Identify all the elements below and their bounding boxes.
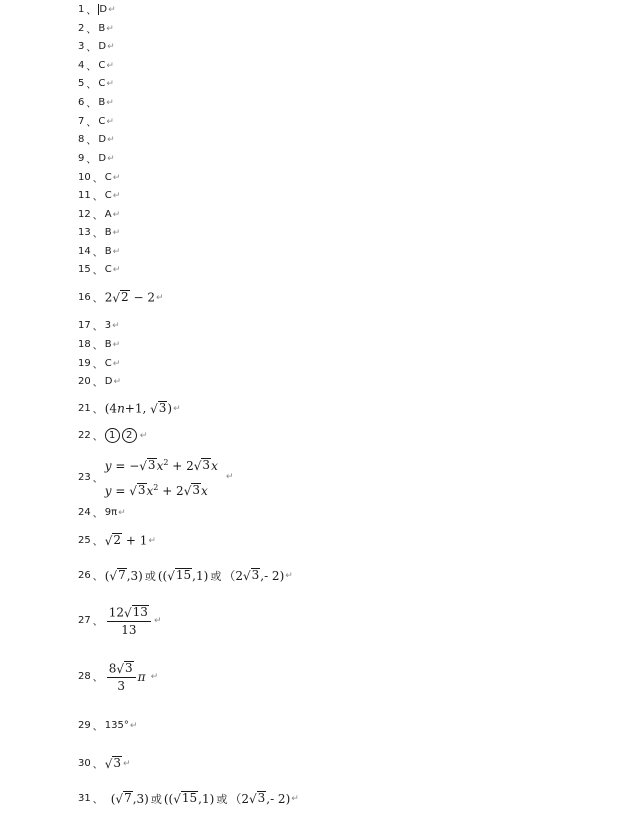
separator: 、 xyxy=(86,118,97,129)
return-mark: ↵ xyxy=(107,41,115,52)
answer-letter: D xyxy=(98,134,107,145)
answer-letter: C xyxy=(104,190,112,201)
question-number: 13 xyxy=(78,227,91,238)
question-number: 20 xyxy=(78,376,91,387)
separator: 、 xyxy=(86,25,97,36)
separator: 、 xyxy=(86,62,97,73)
return-mark: ↵ xyxy=(112,246,121,257)
answer-letter: C xyxy=(104,358,112,369)
answer-letter: D xyxy=(98,153,107,164)
return-mark: ↵ xyxy=(139,430,148,441)
answer-row-24 xyxy=(78,505,126,520)
square-root: √ 2 xyxy=(112,290,129,305)
separator: 、 xyxy=(86,6,97,17)
separator: 、 xyxy=(86,43,97,54)
answer-letter: B xyxy=(104,246,112,257)
return-mark: ↵ xyxy=(112,358,121,369)
answer-expression: ( √ 7 ,3) 或 (( √ 15 ,1) 或 （2 √ 3 ,- 2) xyxy=(110,791,291,806)
answer-row-3 xyxy=(78,39,115,54)
answer-row-17 xyxy=(78,318,120,333)
question-number: 29 xyxy=(78,720,91,731)
fraction xyxy=(107,605,151,637)
question-number: 16 xyxy=(78,292,91,303)
answer-row-25 xyxy=(78,533,156,548)
answer-row-16 xyxy=(78,290,164,305)
answer-row-8 xyxy=(78,132,115,147)
separator: 、 xyxy=(92,617,103,629)
answer-letter: C xyxy=(98,60,106,71)
return-mark: ↵ xyxy=(285,570,293,581)
square-root: √ 15 xyxy=(173,791,198,806)
square-root: √ 3 xyxy=(183,483,200,498)
separator: 、 xyxy=(86,80,97,91)
return-mark: ↵ xyxy=(118,507,126,518)
answer-letter: C xyxy=(98,116,106,127)
answer-row-2 xyxy=(78,21,114,36)
return-mark: ↵ xyxy=(112,264,121,275)
fraction xyxy=(107,661,136,693)
answer-row-29 xyxy=(78,718,137,733)
question-number: 19 xyxy=(78,358,91,369)
separator: 、 xyxy=(92,795,103,806)
answer-letter: B xyxy=(98,97,106,108)
separator: 、 xyxy=(92,248,103,259)
question-number: 5 xyxy=(78,78,85,89)
question-number: 3 xyxy=(78,41,85,52)
return-mark: ↵ xyxy=(106,23,114,34)
answer-letter: D xyxy=(99,4,108,15)
square-root: √ 3 xyxy=(150,401,167,416)
separator: 、 xyxy=(92,229,103,240)
answer-letter: 3 xyxy=(104,320,112,331)
answer-expression: 2 √ 2 − 2 xyxy=(104,290,155,305)
separator: 、 xyxy=(92,266,103,277)
question-number: 11 xyxy=(78,190,91,201)
answer-row-30 xyxy=(78,756,131,771)
return-mark: ↵ xyxy=(106,78,114,89)
separator: 、 xyxy=(92,378,103,389)
answer-row-18 xyxy=(78,337,120,352)
answer-row-13 xyxy=(78,225,120,240)
answer-row-19 xyxy=(78,356,120,371)
question-number: 14 xyxy=(78,246,91,257)
answer-row-4 xyxy=(78,58,114,73)
answer-row-10 xyxy=(78,170,120,185)
answer-letter: D xyxy=(98,41,107,52)
question-number: 2 xyxy=(78,23,85,34)
return-mark: ↵ xyxy=(108,4,116,15)
separator: 、 xyxy=(86,155,97,166)
return-mark: ↵ xyxy=(112,190,121,201)
square-root: √ 3 xyxy=(116,661,133,676)
circled-number: 1 xyxy=(105,428,120,443)
question-number: 22 xyxy=(78,430,91,441)
square-root: √ 3 xyxy=(242,568,260,583)
answer-expression: √ 2 + 1 xyxy=(104,533,148,548)
answer-letter: 9π xyxy=(104,507,118,518)
return-mark: ↵ xyxy=(112,209,121,220)
return-mark: ↵ xyxy=(150,671,159,682)
square-root: √ 3 xyxy=(129,483,146,498)
separator: 、 xyxy=(92,673,103,685)
question-number: 23 xyxy=(78,471,91,483)
separator: 、 xyxy=(92,537,103,548)
answer-row-23 xyxy=(78,452,233,502)
separator: 、 xyxy=(92,192,103,203)
square-root: √ 15 xyxy=(167,568,192,583)
answer-row-31 xyxy=(78,790,299,807)
answer-letter: 135° xyxy=(104,720,129,731)
return-mark: ↵ xyxy=(107,153,115,164)
answer-row-11 xyxy=(78,188,120,203)
separator: 、 xyxy=(92,760,103,771)
separator: 、 xyxy=(92,722,103,733)
equation-line: y = − √ 3 $x^2 + 2$ √ 3 x xyxy=(104,458,218,473)
question-number: 26 xyxy=(78,570,91,581)
denominator: 3 xyxy=(117,678,126,693)
answer-letter: D xyxy=(104,376,113,387)
question-number: 25 xyxy=(78,535,91,546)
denominator: 13 xyxy=(121,622,137,637)
answer-row-6 xyxy=(78,95,114,110)
answer-letter: B xyxy=(104,339,112,350)
answer-row-22 xyxy=(78,428,147,443)
answer-expression: (4n+1, √ 3 ) xyxy=(104,401,173,416)
answer-row-28 xyxy=(78,661,158,693)
separator: 、 xyxy=(92,509,103,520)
return-mark: ↵ xyxy=(106,60,114,71)
separator: 、 xyxy=(86,136,97,147)
question-number: 24 xyxy=(78,507,91,518)
separator: 、 xyxy=(86,99,97,110)
question-number: 10 xyxy=(78,172,91,183)
separator: 、 xyxy=(92,405,103,416)
separator: 、 xyxy=(92,211,103,222)
square-root: √ 2 xyxy=(104,533,122,548)
separator: 、 xyxy=(92,432,103,443)
return-mark: ↵ xyxy=(129,720,138,731)
answer-row-12 xyxy=(78,207,120,222)
question-number: 21 xyxy=(78,403,91,414)
answer-letter: C xyxy=(98,78,106,89)
return-mark: ↵ xyxy=(112,320,120,331)
answer-expression xyxy=(105,756,122,771)
answer-row-5 xyxy=(78,76,114,91)
separator: 、 xyxy=(92,294,103,305)
return-mark: ↵ xyxy=(107,134,115,145)
return-mark: ↵ xyxy=(113,376,121,387)
question-number: 6 xyxy=(78,97,85,108)
answer-row-7 xyxy=(78,114,114,129)
answer-row-20 xyxy=(78,374,121,389)
circled-number: 2 xyxy=(122,428,137,443)
return-mark: ↵ xyxy=(106,97,114,108)
separator: 、 xyxy=(92,341,103,352)
answer-expression: ( √ 7 ,3) 或 (( √ 15 ,1) 或 （2 √ 3 ,- 2) xyxy=(104,568,285,583)
separator: 、 xyxy=(92,473,103,485)
return-mark: ↵ xyxy=(291,793,299,804)
pi-symbol: π xyxy=(137,669,146,684)
return-mark: ↵ xyxy=(112,227,121,238)
separator: 、 xyxy=(92,360,103,371)
separator: 、 xyxy=(92,174,103,185)
return-mark: ↵ xyxy=(173,403,181,414)
numerator: 8 √ 3 xyxy=(107,661,136,678)
answer-row-27 xyxy=(78,605,162,637)
answer-row-1 xyxy=(78,2,116,17)
return-mark: ↵ xyxy=(156,292,164,303)
answer-letter: C xyxy=(104,264,112,275)
separator: 、 xyxy=(92,322,103,333)
question-number: 31 xyxy=(78,793,91,804)
equation-line: y = √ 3 $x^2 + 2$ √ 3 x xyxy=(104,483,208,498)
question-number: 1 xyxy=(78,4,85,15)
answer-expression xyxy=(105,428,139,443)
square-root: √ 7 xyxy=(109,568,126,583)
answer-row-9 xyxy=(78,151,115,166)
return-mark: ↵ xyxy=(148,535,156,546)
square-root: √ 3 xyxy=(139,458,156,473)
return-mark: ↵ xyxy=(106,116,114,127)
answer-letter: B xyxy=(98,23,106,34)
question-number: 7 xyxy=(78,116,85,127)
square-root: √ 3 xyxy=(248,791,266,806)
answer-letter: C xyxy=(104,172,112,183)
question-number: 28 xyxy=(78,671,91,683)
answer-letter: B xyxy=(104,227,112,238)
square-root: √ 3 xyxy=(104,756,122,771)
answer-expression xyxy=(105,452,218,502)
question-number: 15 xyxy=(78,264,91,275)
answer-row-14 xyxy=(78,244,120,259)
return-mark: ↵ xyxy=(225,472,234,482)
return-mark: ↵ xyxy=(153,615,162,626)
numerator: 12 √ 13 xyxy=(107,605,151,622)
question-number: 9 xyxy=(78,153,85,164)
question-number: 18 xyxy=(78,339,91,350)
square-root: √ 3 xyxy=(193,458,211,473)
question-number: 30 xyxy=(78,758,91,769)
separator: 、 xyxy=(92,572,103,583)
square-root: √ 7 xyxy=(115,791,132,806)
question-number: 17 xyxy=(78,320,91,331)
return-mark: ↵ xyxy=(112,339,121,350)
question-number: 12 xyxy=(78,209,91,220)
answer-row-26 xyxy=(78,567,293,584)
answer-row-21 xyxy=(78,401,181,416)
question-number: 4 xyxy=(78,60,85,71)
return-mark: ↵ xyxy=(123,758,131,769)
return-mark: ↵ xyxy=(112,172,121,183)
question-number: 8 xyxy=(78,134,85,145)
question-number: 27 xyxy=(78,615,91,627)
answer-letter: A xyxy=(104,209,112,220)
square-root: √ 13 xyxy=(124,605,148,620)
answer-row-15 xyxy=(78,262,120,277)
